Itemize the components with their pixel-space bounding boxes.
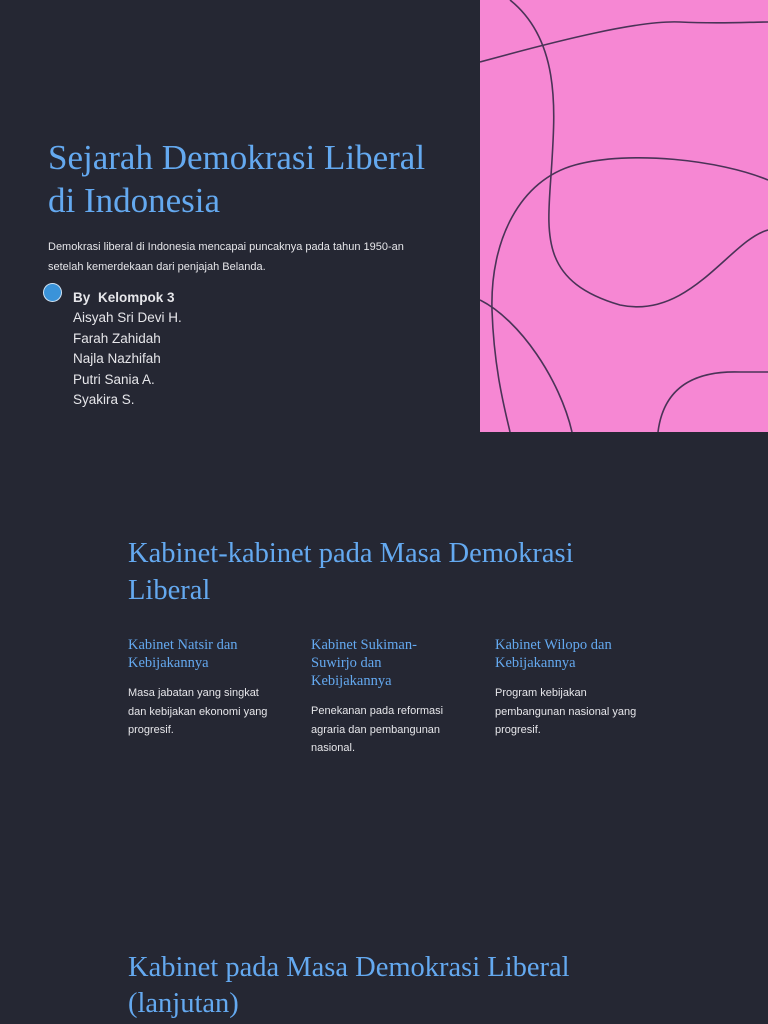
cabinet-column-sukiman (311, 636, 461, 758)
author-name: Aisyah Sri Devi H. (73, 310, 182, 326)
decorative-curves-icon (480, 0, 768, 432)
cabinet-title (311, 636, 461, 690)
decorative-pattern-panel (480, 0, 768, 432)
cabinet-title-line: Kabinet Natsir dan (128, 637, 238, 653)
title-line-2: di Indonesia (48, 181, 221, 220)
cabinet-text-line: Masa jabatan yang singkat (128, 687, 259, 699)
title-line-1: Sejarah Demokrasi Liberal (48, 138, 426, 177)
cabinet-title-line: Kabinet Wilopo dan (495, 637, 612, 653)
author-name: Farah Zahidah (73, 330, 161, 346)
cabinet-description (128, 684, 278, 740)
cabinet-description (495, 684, 645, 740)
cabinet-text-line: Penekanan pada reformasi (311, 705, 444, 717)
description-line-2: setelah kemerdekaan dari penjajah Belanda. (48, 260, 266, 273)
cabinet-title-line: Kebijakannya (495, 655, 576, 671)
presentation-title (48, 136, 458, 222)
presentation-description (48, 238, 428, 277)
author-name: Syakira S. (73, 392, 135, 408)
cabinet-title-line: Suwirjo dan (311, 655, 382, 671)
cabinet-title-line: Kebijakannya (311, 673, 392, 689)
cabinet-title-line: Kabinet Sukiman- (311, 637, 417, 653)
description-line-1: Demokrasi liberal di Indonesia mencapai puncaknya pada tahun 1950-an (48, 241, 404, 253)
author-list (73, 288, 373, 410)
cabinet-title (128, 636, 278, 672)
cabinet-column-natsir (128, 636, 278, 740)
cabinet-text-line: pembangunan nasional yang (495, 705, 637, 718)
section-title-line-2: Liberal (128, 575, 211, 606)
cabinet-column-wilopo (495, 636, 645, 740)
author-name: Putri Sania A. (73, 371, 155, 387)
cabinet-text-line: progresif. (128, 724, 174, 736)
cabinet-text-line: nasional. (311, 742, 356, 754)
cabinet-text-line: agraria dan pembangunan (311, 723, 441, 736)
section-title (128, 535, 628, 609)
section-title (128, 950, 648, 1022)
cabinet-description (311, 702, 461, 758)
author-avatar-icon (44, 284, 61, 301)
cabinet-text-line: dan kebijakan ekonomi yang (128, 705, 268, 718)
author-prefix: By (73, 290, 91, 305)
cabinet-title-line: Kebijakannya (128, 655, 209, 671)
section-title-line-2: (lanjutan) (128, 988, 239, 1019)
author-heading (73, 288, 373, 308)
cabinet-text-line: Program kebijakan (495, 687, 587, 699)
author-group: Kelompok 3 (98, 290, 175, 305)
cabinet-title (495, 636, 645, 672)
title-slide (0, 0, 768, 432)
section-title-line-1: Kabinet pada Masa Demokrasi Liberal (128, 952, 570, 983)
author-name: Najla Nazhifah (73, 351, 161, 367)
cabinet-text-line: progresif. (495, 724, 541, 736)
section-title-line-1: Kabinet-kabinet pada Masa Demokrasi (128, 538, 574, 569)
